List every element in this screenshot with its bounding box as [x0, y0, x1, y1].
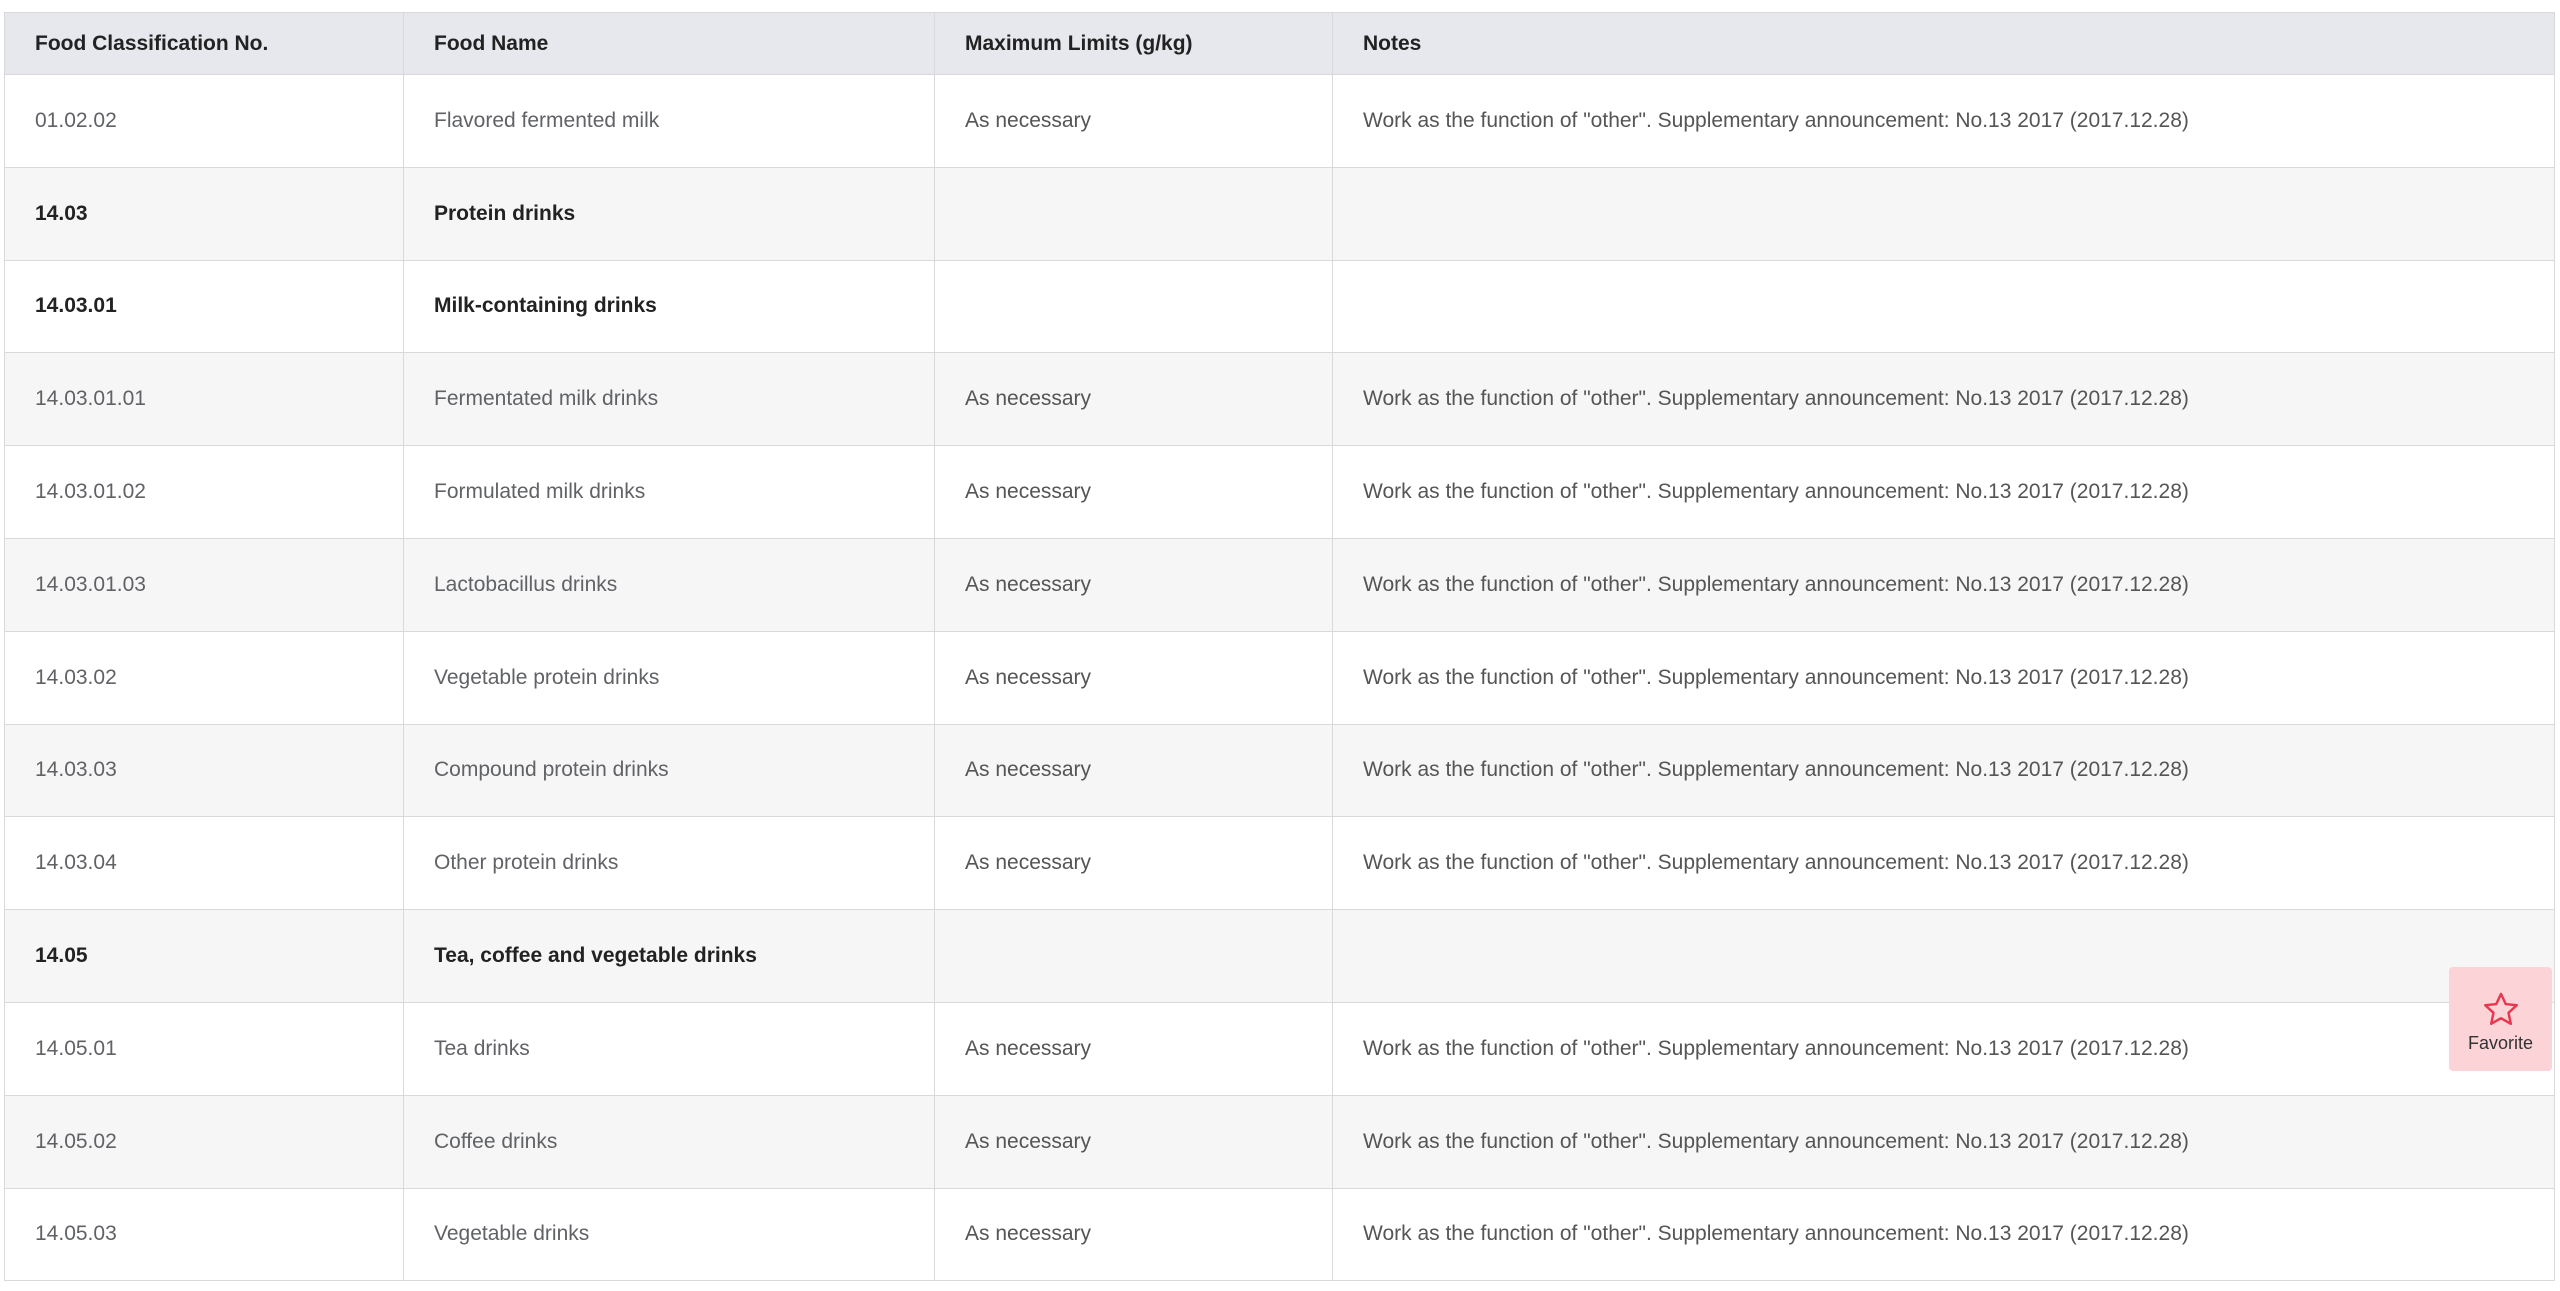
cell-classification-no: 01.02.02	[5, 75, 404, 168]
favorite-button[interactable]	[2449, 967, 2552, 1071]
cell-notes: Work as the function of "other". Supplementary announcement: No.13 2017 (2017.12.28)	[1333, 1188, 2555, 1281]
cell-classification-no: 14.03	[5, 167, 404, 260]
cell-notes: Work as the function of "other". Supplementary announcement: No.13 2017 (2017.12.28)	[1333, 353, 2555, 446]
cell-food-name: Formulated milk drinks	[404, 446, 935, 539]
column-header-notes: Notes	[1333, 13, 2555, 75]
cell-notes: Work as the function of "other". Supplementary announcement: No.13 2017 (2017.12.28)	[1333, 75, 2555, 168]
table-header	[5, 13, 2555, 75]
cell-classification-no: 14.03.01	[5, 260, 404, 353]
table-group-row	[5, 910, 2555, 1003]
table-row	[5, 724, 2555, 817]
cell-maximum-limit: As necessary	[935, 1188, 1333, 1281]
cell-maximum-limit: As necessary	[935, 538, 1333, 631]
table-row	[5, 75, 2555, 168]
cell-maximum-limit	[935, 260, 1333, 353]
favorite-label: Favorite	[2467, 1032, 2534, 1053]
table-row	[5, 631, 2555, 724]
cell-maximum-limit: As necessary	[935, 1095, 1333, 1188]
cell-maximum-limit: As necessary	[935, 724, 1333, 817]
cell-notes	[1333, 167, 2555, 260]
cell-food-name: Compound protein drinks	[404, 724, 935, 817]
cell-maximum-limit	[935, 910, 1333, 1003]
table-group-row	[5, 260, 2555, 353]
cell-classification-no: 14.05	[5, 910, 404, 1003]
table-row	[5, 1002, 2555, 1095]
cell-maximum-limit: As necessary	[935, 353, 1333, 446]
cell-maximum-limit	[935, 167, 1333, 260]
column-header-maximum-limits: Maximum Limits (g/kg)	[935, 13, 1333, 75]
cell-maximum-limit: As necessary	[935, 631, 1333, 724]
cell-notes: Work as the function of "other". Supplementary announcement: No.13 2017 (2017.12.28)	[1333, 631, 2555, 724]
cell-notes	[1333, 910, 2555, 1003]
cell-food-name: Tea drinks	[404, 1002, 935, 1095]
cell-classification-no: 14.05.03	[5, 1188, 404, 1281]
table-body	[5, 75, 2555, 1281]
cell-maximum-limit: As necessary	[935, 446, 1333, 539]
cell-food-name: Vegetable protein drinks	[404, 631, 935, 724]
cell-food-name: Fermentated milk drinks	[404, 353, 935, 446]
cell-classification-no: 14.03.04	[5, 817, 404, 910]
cell-classification-no: 14.05.02	[5, 1095, 404, 1188]
cell-food-name: Protein drinks	[404, 167, 935, 260]
cell-food-name: Vegetable drinks	[404, 1188, 935, 1281]
cell-maximum-limit: As necessary	[935, 75, 1333, 168]
cell-notes: Work as the function of "other". Supplementary announcement: No.13 2017 (2017.12.28)	[1333, 1095, 2555, 1188]
cell-food-name: Coffee drinks	[404, 1095, 935, 1188]
star-icon	[2480, 989, 2522, 1031]
cell-classification-no: 14.03.01.02	[5, 446, 404, 539]
cell-classification-no: 14.03.01.01	[5, 353, 404, 446]
cell-food-name: Tea, coffee and vegetable drinks	[404, 910, 935, 1003]
cell-classification-no: 14.03.01.03	[5, 538, 404, 631]
cell-food-name: Other protein drinks	[404, 817, 935, 910]
cell-food-name: Milk-containing drinks	[404, 260, 935, 353]
column-header-food-name: Food Name	[404, 13, 935, 75]
table-row	[5, 1188, 2555, 1281]
cell-notes	[1333, 260, 2555, 353]
food-additive-table	[4, 12, 2555, 1281]
cell-maximum-limit: As necessary	[935, 1002, 1333, 1095]
column-header-classification-no: Food Classification No.	[5, 13, 404, 75]
table-header-row	[5, 13, 2555, 75]
cell-food-name: Lactobacillus drinks	[404, 538, 935, 631]
cell-notes: Work as the function of "other". Supplementary announcement: No.13 2017 (2017.12.28)	[1333, 817, 2555, 910]
table-row	[5, 353, 2555, 446]
food-additive-table-container	[4, 12, 2554, 1281]
cell-classification-no: 14.03.02	[5, 631, 404, 724]
cell-maximum-limit: As necessary	[935, 817, 1333, 910]
cell-notes: Work as the function of "other". Supplementary announcement: No.13 2017 (2017.12.28)	[1333, 446, 2555, 539]
table-row	[5, 1095, 2555, 1188]
cell-classification-no: 14.03.03	[5, 724, 404, 817]
table-row	[5, 538, 2555, 631]
table-group-row	[5, 167, 2555, 260]
cell-notes: Work as the function of "other". Supplementary announcement: No.13 2017 (2017.12.28)	[1333, 724, 2555, 817]
cell-notes: Work as the function of "other". Supplementary announcement: No.13 2017 (2017.12.28)	[1333, 538, 2555, 631]
table-row	[5, 817, 2555, 910]
cell-classification-no: 14.05.01	[5, 1002, 404, 1095]
cell-food-name: Flavored fermented milk	[404, 75, 935, 168]
cell-notes: Work as the function of "other". Supplementary announcement: No.13 2017 (2017.12.28)	[1333, 1002, 2555, 1095]
table-row	[5, 446, 2555, 539]
